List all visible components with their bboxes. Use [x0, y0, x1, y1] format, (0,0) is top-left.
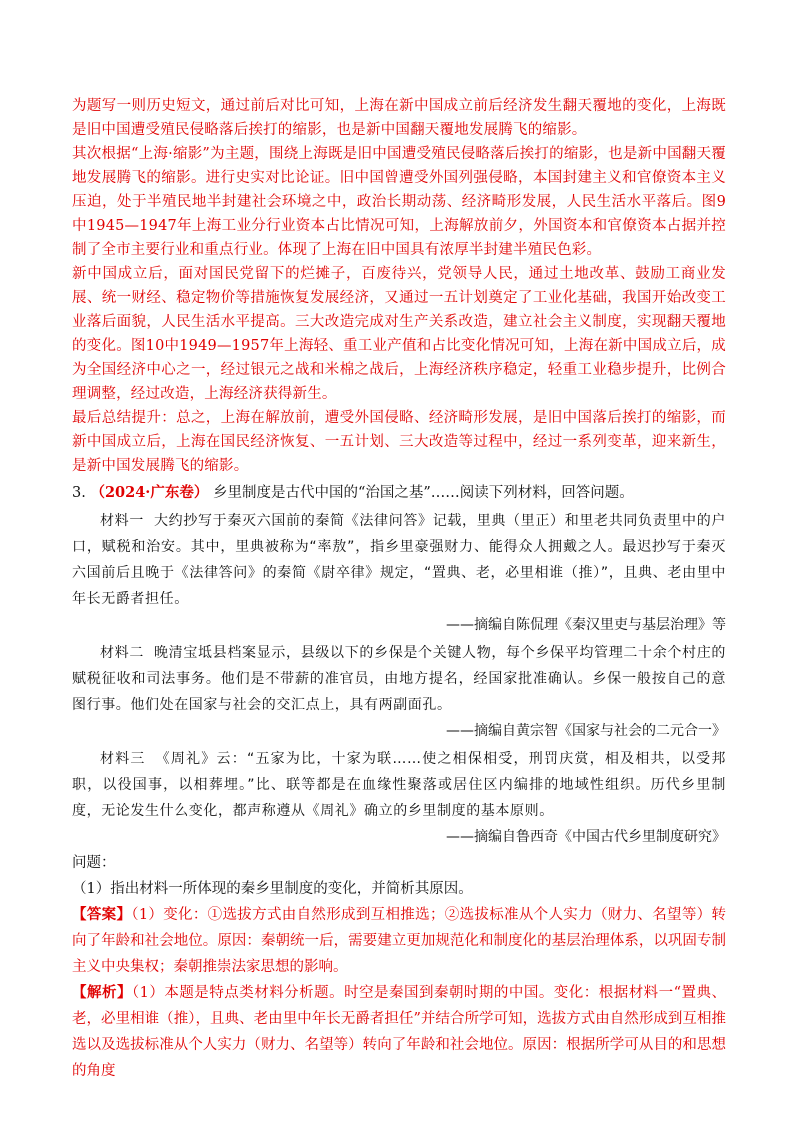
sub-question-1: （1）指出材料一所体现的秦乡里制度的变化，并简析其原因。: [72, 881, 473, 897]
material-3-text: 《周礼》云：“五家为比，十家为联……使之相保相受，刑罚庆赏，相及相共，以受邦职，以役国事，以相葬埋。”比、联等都是在血缘性聚落或居住区内编排的地域性组织。历代乡里制度，无论发生什么变化，都声称遵从《周礼》确立的乡里制度的基本原则。: [72, 751, 726, 819]
answer-text: （1）变化：①选拔方式由自然形成到互相推选；②选拔标准从个人实力（财力、名望等）转向了年龄和社会地位。原因：秦朝统一后，需要建立更加规范化和制度化的基层治理体系，以巩固专制主义中央集权；秦朝推崇法家思想的影响。: [72, 907, 726, 975]
document-page: [72, 94, 726, 1084]
material-3-label: 材料三: [100, 751, 146, 767]
question-source-tag: （2024·广东卷）: [90, 484, 209, 501]
material-1-text: 大约抄写于秦灭六国前的秦简《法律问答》记载，里典（里正）和里老共同负责里中的户口，赋税和治安。其中，里典被称为“率敖”，指乡里豪强财力、能得众人拥戴之人。最迟抄写于秦灭六国前后且晚于《法律答问》的秦简《尉卒律》规定，“置典、老，必里相谁（推）”，且典、老由里中年长无爵者担任。: [72, 513, 726, 607]
answer-paragraph-comparison: 其次根据“上海·缩影”为主题，围绕上海既是旧中国遭受殖民侵略落后挨打的缩影，也是新中国翻天覆地发展腾飞的缩影。进行史实对比论证。旧中国曾遭受外国列强侵略，本国封建主义和官僚资本主义压迫，处于半殖民地半封建社会环境之中，政治长期动荡、经济畸形发展，人民生活水平落后。图9中1945—1947年上海工业分行业资本占比情况可知，上海解放前夕，外国资本和官僚资本占据并控制了全市主要行业和重点行业。体现了上海在旧中国具有浓厚半封建半殖民色彩。: [72, 146, 726, 258]
answer-label: 【答案】: [72, 906, 132, 923]
material-2-label: 材料二: [100, 645, 145, 661]
material-1: [72, 508, 726, 612]
answer-paragraph-intro: 为题写一则历史短文，通过前后对比可知，上海在新中国成立前后经济发生翻天覆地的变化，上海既是旧中国遭受殖民侵略落后挨打的缩影，也是新中国翻天覆地发展腾飞的缩影。: [72, 98, 726, 138]
material-1-label: 材料一: [100, 513, 145, 529]
material-3-source: ——摘编自鲁西奇《中国古代乡里制度研究》: [446, 829, 726, 845]
material-2-source: ——摘编自黄宗智《国家与社会的二元合一》: [446, 723, 726, 739]
material-3: [72, 746, 726, 824]
answer-paragraph-summary: 最后总结提升：总之，上海在解放前，遭受外国侵略、经济畸形发展，是旧中国落后挨打的缩影，而新中国成立后，上海在国民经济恢复、一五计划、三大改造等过程中，经过一系列变革，迎来新生，是新中国发展腾飞的缩影。: [72, 410, 726, 474]
question-title: [72, 480, 726, 506]
question-number: 3.: [72, 485, 86, 501]
question-stem: 乡里制度是古代中国的“治国之基”……阅读下列材料，回答问题。: [212, 485, 634, 501]
answer-paragraph-new-china: 新中国成立后，面对国民党留下的烂摊子，百废待兴，党领导人民，通过土地改革、鼓励工商业发展、统一财经、稳定物价等措施恢复发展经济，又通过一五计划奠定了工业化基础，我国开始改变工业落后面貌，人民生活水平提高。三大改造完成对生产关系改造，建立社会主义制度，实现翻天覆地的变化。图10中1949—1957年上海轻、重工业产值和占比变化情况可知，上海在新中国成立后，成为全国经济中心之一，经过银元之战和米棉之战后，上海经济秩序稳定，轻重工业稳步提升，比例合理调整，经过改造，上海经济获得新生。: [72, 266, 726, 402]
answer-block: [72, 902, 726, 980]
analysis-block: [72, 980, 726, 1084]
questions-label: 问题：: [72, 855, 116, 871]
material-2-text: 晚清宝坻县档案显示，县级以下的乡保是个关键人物，每个乡保平均管理二十余个村庄的赋税征收和司法事务。他们是不带薪的准官员，由地方提名，经国家批准确认。乡保一般按自己的意图行事。他们处在国家与社会的交汇点上，具有两副面孔。: [72, 645, 726, 713]
material-1-source: ——摘编自陈侃理《秦汉里吏与基层治理》等: [446, 617, 726, 633]
analysis-text: （1）本题是特点类材料分析题。时空是秦国到秦朝时期的中国。变化：根据材料一“置典、老，必里相谁（推），且典、老由里中年长无爵者担任”并结合所学可知，选拔方式由自然形成到互相推选以及选拔标准从个人实力（财力、名望等）转向了年龄和社会地位。原因：根据所学可从目的和思想的角度: [72, 985, 726, 1079]
analysis-label: 【解析】: [72, 984, 132, 1001]
material-2: [72, 640, 726, 718]
